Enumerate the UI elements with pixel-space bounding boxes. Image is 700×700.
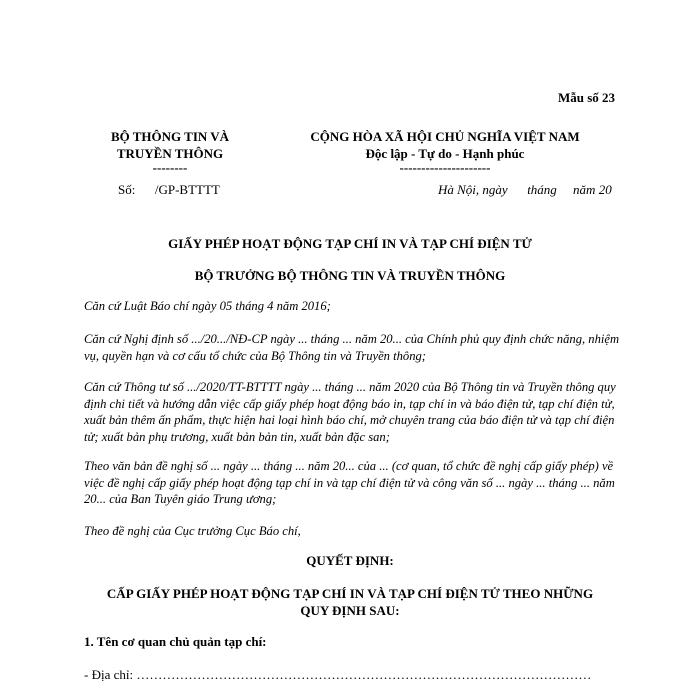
nation-header — [290, 128, 600, 174]
agency-name-line2: TRUYỀN THÔNG — [116, 146, 224, 161]
agency-name-line1: BỘ THÔNG TIN VÀ — [110, 129, 230, 144]
legal-basis-paragraph: Căn cứ Thông tư số .../2020/TT-BTTTT ngày ... tháng ... năm 2020 của Bộ Thông tin và Truyền thông quy định chi tiết và hướng dẫn việc cấp giấy phép hoạt động báo in, tạp chí in và báo điện tử, tạp chí điện tử, xuất bản thêm ấn phẩm, thực hiện hai loại hình báo chí, mở chuyên trang của báo điện tử và tạp chí điện tử; xuất bản phụ trương, xuất bản bản tin, xuất bản đặc san; — [84, 380, 616, 444]
document-title: GIẤY PHÉP HOẠT ĐỘNG TẠP CHÍ IN VÀ TẠP CHÍ ĐIỆN TỬ — [168, 236, 532, 251]
issuing-authority: BỘ TRƯỞNG BỘ THÔNG TIN VÀ TRUYỀN THÔNG — [194, 268, 506, 283]
legal-basis-paragraph: Theo văn bản đề nghị số ... ngày ... tháng ... năm 20... của ... (cơ quan, tổ chức đề nghị cấp giấy phép) về việc đề nghị cấp giấy phép hoạt động tạp chí in và tạp chí điện tử và công văn số ... ngày ... tháng ... năm 20... của Ban Tuyên giáo Trung ương; — [84, 459, 615, 506]
address-field: - Địa chỉ: …………………………………………………………………………………………… — [84, 667, 592, 682]
nation-name: CỘNG HÒA XÃ HỘI CHỦ NGHĨA VIỆT NAM — [310, 129, 580, 144]
nation-divider: --------------------- — [399, 160, 491, 175]
decision-title-line2: QUY ĐỊNH SAU: — [300, 603, 400, 618]
legal-basis-paragraph: Theo đề nghị của Cục trưởng Cục Báo chí, — [84, 524, 301, 538]
legal-basis-paragraph: Căn cứ Luật Báo chí ngày 05 tháng 4 năm 2016; — [84, 299, 331, 313]
agency-divider: -------- — [152, 160, 188, 175]
decision-heading: QUYẾT ĐỊNH: — [306, 553, 394, 568]
decision-title-line1: CẤP GIẤY PHÉP HOẠT ĐỘNG TẠP CHÍ IN VÀ TẠP CHÍ ĐIỆN TỬ THEO NHỮNG — [106, 586, 594, 601]
place-date: Hà Nội, ngày tháng năm 20 — [438, 182, 612, 197]
document-number: Số: /GP-BTTTT — [118, 182, 220, 197]
form-number: Mẫu số 23 — [558, 90, 616, 105]
section-1-heading: 1. Tên cơ quan chủ quản tạp chí: — [84, 634, 267, 649]
nation-motto: Độc lập - Tự do - Hạnh phúc — [365, 146, 525, 161]
legal-basis-paragraph: Căn cứ Nghị định số .../20.../NĐ-CP ngày ... tháng ... năm 20... của Chính phủ quy định chức năng, nhiệm vụ, quyền hạn và cơ cấu tổ chức của Bộ Thông tin và Truyền thông; — [84, 332, 620, 363]
agency-header — [100, 128, 240, 174]
